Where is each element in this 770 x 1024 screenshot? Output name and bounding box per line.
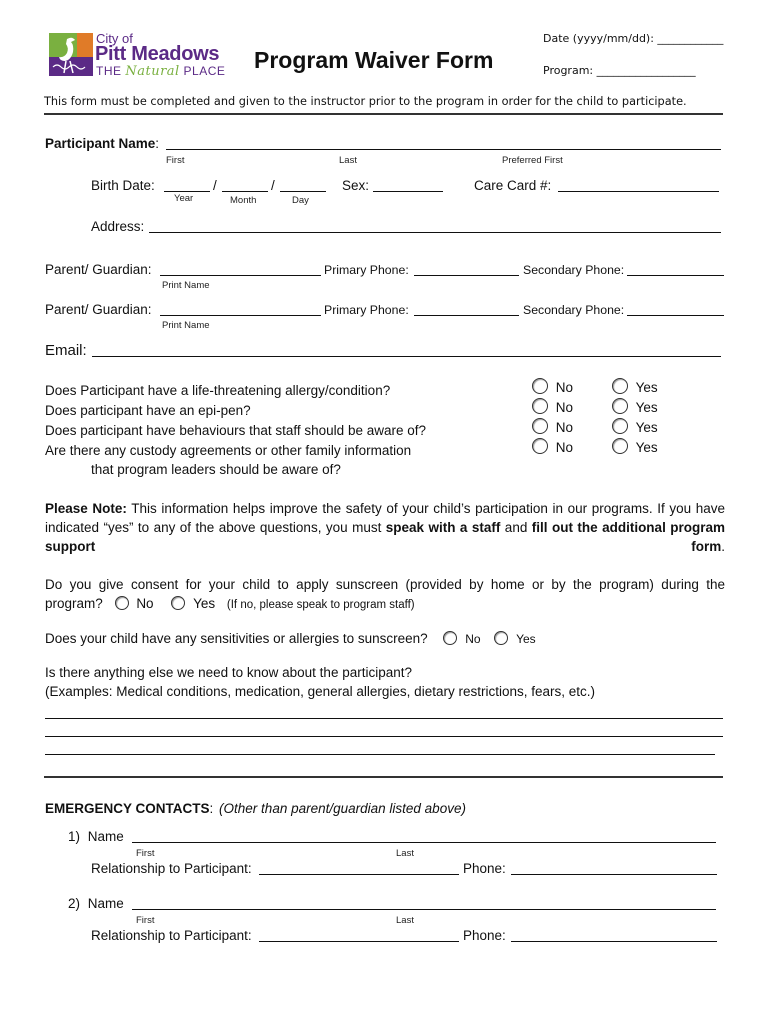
sunscreen-consent-yes: Yes [193,596,216,611]
emergency-heading-colon: : [209,801,214,816]
question-2-text: Does participant have an epi-pen? [45,403,251,418]
birth-date-label: Birth Date: [91,178,155,193]
contact-2-first-caption: First [136,915,155,926]
sunscreen-sensitivity-row [45,631,536,646]
question-1-yes: Yes [635,380,658,395]
guardian-1-secondary-phone-label: Secondary Phone: [523,263,625,277]
note-bold-1: speak with a staff [385,520,501,535]
participant-name-colon: : [155,136,160,151]
birth-day-input[interactable] [280,178,326,192]
question-1-options [532,378,732,395]
guardian-2-secondary-phone-label: Secondary Phone: [523,303,625,317]
other-info-line-3[interactable] [45,741,715,755]
question-3-yes: Yes [635,420,658,435]
last-caption: Last [339,155,357,166]
other-info-examples: (Examples: Medical conditions, medication, general allergies, dietary restrictions, fears, etc.) [45,684,595,699]
section-divider [44,776,723,778]
note-text-2: and [500,520,532,535]
question-2-no: No [555,400,574,415]
contact-1-name-label: Name [87,829,124,844]
month-caption: Month [230,195,257,206]
contact-2-name-input[interactable] [132,896,716,910]
guardian-1-name-input[interactable] [160,262,321,276]
sunscreen-sensitivity-no: No [465,632,481,646]
sunscreen-consent-no: No [136,596,154,611]
radio-button-icon[interactable] [612,378,628,394]
question-1-no: No [555,380,574,395]
contact-2-last-caption: Last [396,915,414,926]
contact-1-number: 1) [68,829,81,844]
radio-button-icon[interactable] [115,596,129,610]
contact-1-first-caption: First [136,848,155,859]
note-text-1: This information helps improve the safety of your child’s participation in our programs. If you have indicated “yes” to any of the above questions, you must [45,501,725,535]
contact-1-name-row [68,829,124,844]
other-info-question: Is there anything else we need to know about the participant? [45,665,412,680]
question-4-options [532,438,732,455]
sunscreen-consent-row [45,596,415,611]
participant-name-label: Participant Name [45,136,156,151]
participant-name-row [45,136,159,151]
emergency-heading-row [45,801,466,816]
address-input[interactable] [149,219,721,233]
radio-button-icon[interactable] [612,438,628,454]
radio-button-icon[interactable] [443,631,457,645]
header-divider [44,113,723,115]
please-note-label: Please Note: [45,501,127,516]
guardian-2-primary-phone-label: Primary Phone: [324,303,409,317]
contact-2-name-label: Name [87,896,124,911]
care-card-label: Care Card #: [474,178,552,193]
date-field[interactable]: Date (yyyy/mm/dd): ____________ [543,32,724,45]
guardian-1-primary-phone-label: Primary Phone: [324,263,409,277]
radio-button-icon[interactable] [612,398,628,414]
note-text-3: . [721,539,725,554]
guardian-1-secondary-phone-input[interactable] [627,262,724,276]
guardian-1-primary-phone-input[interactable] [414,262,519,276]
sex-label: Sex: [342,178,370,193]
radio-button-icon[interactable] [532,418,548,434]
contact-2-relationship-label: Relationship to Participant: [91,928,252,943]
guardian-1-print-name-caption: Print Name [162,280,210,291]
contact-1-phone-label: Phone: [463,861,506,876]
birth-date-sep-2: / [271,178,275,193]
program-field[interactable]: Program: __________________ [543,64,696,77]
birth-date-sep-1: / [213,178,217,193]
please-note-paragraph [45,499,725,575]
radio-button-icon[interactable] [532,378,548,394]
emergency-subheading: (Other than parent/guardian listed above) [219,801,466,816]
radio-button-icon[interactable] [612,418,628,434]
question-1-text: Does Participant have a life-threatening allergy/condition? [45,383,391,398]
contact-2-relationship-input[interactable] [259,928,459,942]
contact-1-relationship-label: Relationship to Participant: [91,861,252,876]
question-2-options [532,398,732,415]
day-caption: Day [292,195,309,206]
logo-tag-place: PLACE [183,64,226,78]
question-3-options [532,418,732,435]
email-input[interactable] [92,343,721,357]
question-4-yes: Yes [635,440,658,455]
sunscreen-consent-line-1: Do you give consent for your child to apply sunscreen (provided by home or by the program) during the [45,577,725,592]
other-info-line-2[interactable] [45,723,723,737]
contact-1-relationship-input[interactable] [259,861,459,875]
email-label: Email: [45,342,87,359]
birth-year-input[interactable] [164,178,210,192]
guardian-1-label: Parent/ Guardian: [45,262,152,277]
question-4-text: Are there any custody agreements or other family information [45,443,412,458]
other-info-line-1[interactable] [45,705,723,719]
question-3-text: Does participant have behaviours that staff should be aware of? [45,423,426,438]
contact-1-phone-input[interactable] [511,861,717,875]
sunscreen-consent-line-2: program? [45,596,103,611]
guardian-2-name-input[interactable] [160,302,321,316]
question-4-no: No [555,440,574,455]
first-caption: First [166,155,185,166]
page-title: Program Waiver Form [254,47,494,73]
contact-2-number: 2) [68,896,81,911]
preferred-first-caption: Preferred First [502,155,563,166]
contact-1-last-caption: Last [396,848,414,859]
radio-button-icon[interactable] [494,631,508,645]
contact-2-phone-input[interactable] [511,928,717,942]
birth-month-input[interactable] [222,178,268,192]
radio-button-icon[interactable] [171,596,185,610]
logo-city-of: City of [96,31,133,46]
guardian-2-print-name-caption: Print Name [162,320,210,331]
guardian-2-primary-phone-input[interactable] [414,302,519,316]
address-label: Address: [91,219,145,234]
care-card-input[interactable] [558,178,719,192]
radio-button-icon[interactable] [532,438,548,454]
logo-tag-the: THE [96,64,122,78]
sunscreen-sensitivity-question: Does your child have any sensitivities or allergies to sunscreen? [45,631,428,646]
guardian-2-label: Parent/ Guardian: [45,302,152,317]
emergency-heading: EMERGENCY CONTACTS [45,801,210,816]
guardian-2-secondary-phone-input[interactable] [627,302,724,316]
year-caption: Year [174,193,194,204]
participant-name-input[interactable] [166,136,721,150]
contact-2-name-row [68,896,124,911]
contact-2-phone-label: Phone: [463,928,506,943]
question-2-yes: Yes [635,400,658,415]
logo-tagline [96,64,225,79]
radio-button-icon[interactable] [532,398,548,414]
intro-text: This form must be completed and given to the instructor prior to the program in order for the child to participate. [44,95,687,108]
logo-name: Pitt Meadows [95,43,220,65]
sunscreen-sensitivity-yes: Yes [516,632,536,646]
question-4-continued: that program leaders should be aware of? [91,462,341,477]
logo-tag-natural: Natural [125,64,180,79]
note-bold-2: fill out the additional program support form [45,520,726,554]
contact-1-name-input[interactable] [132,829,716,843]
question-3-no: No [555,420,574,435]
sunscreen-consent-note: (If no, please speak to program staff) [226,599,415,611]
heron-logo-icon [49,33,93,76]
sex-input[interactable] [373,178,443,192]
